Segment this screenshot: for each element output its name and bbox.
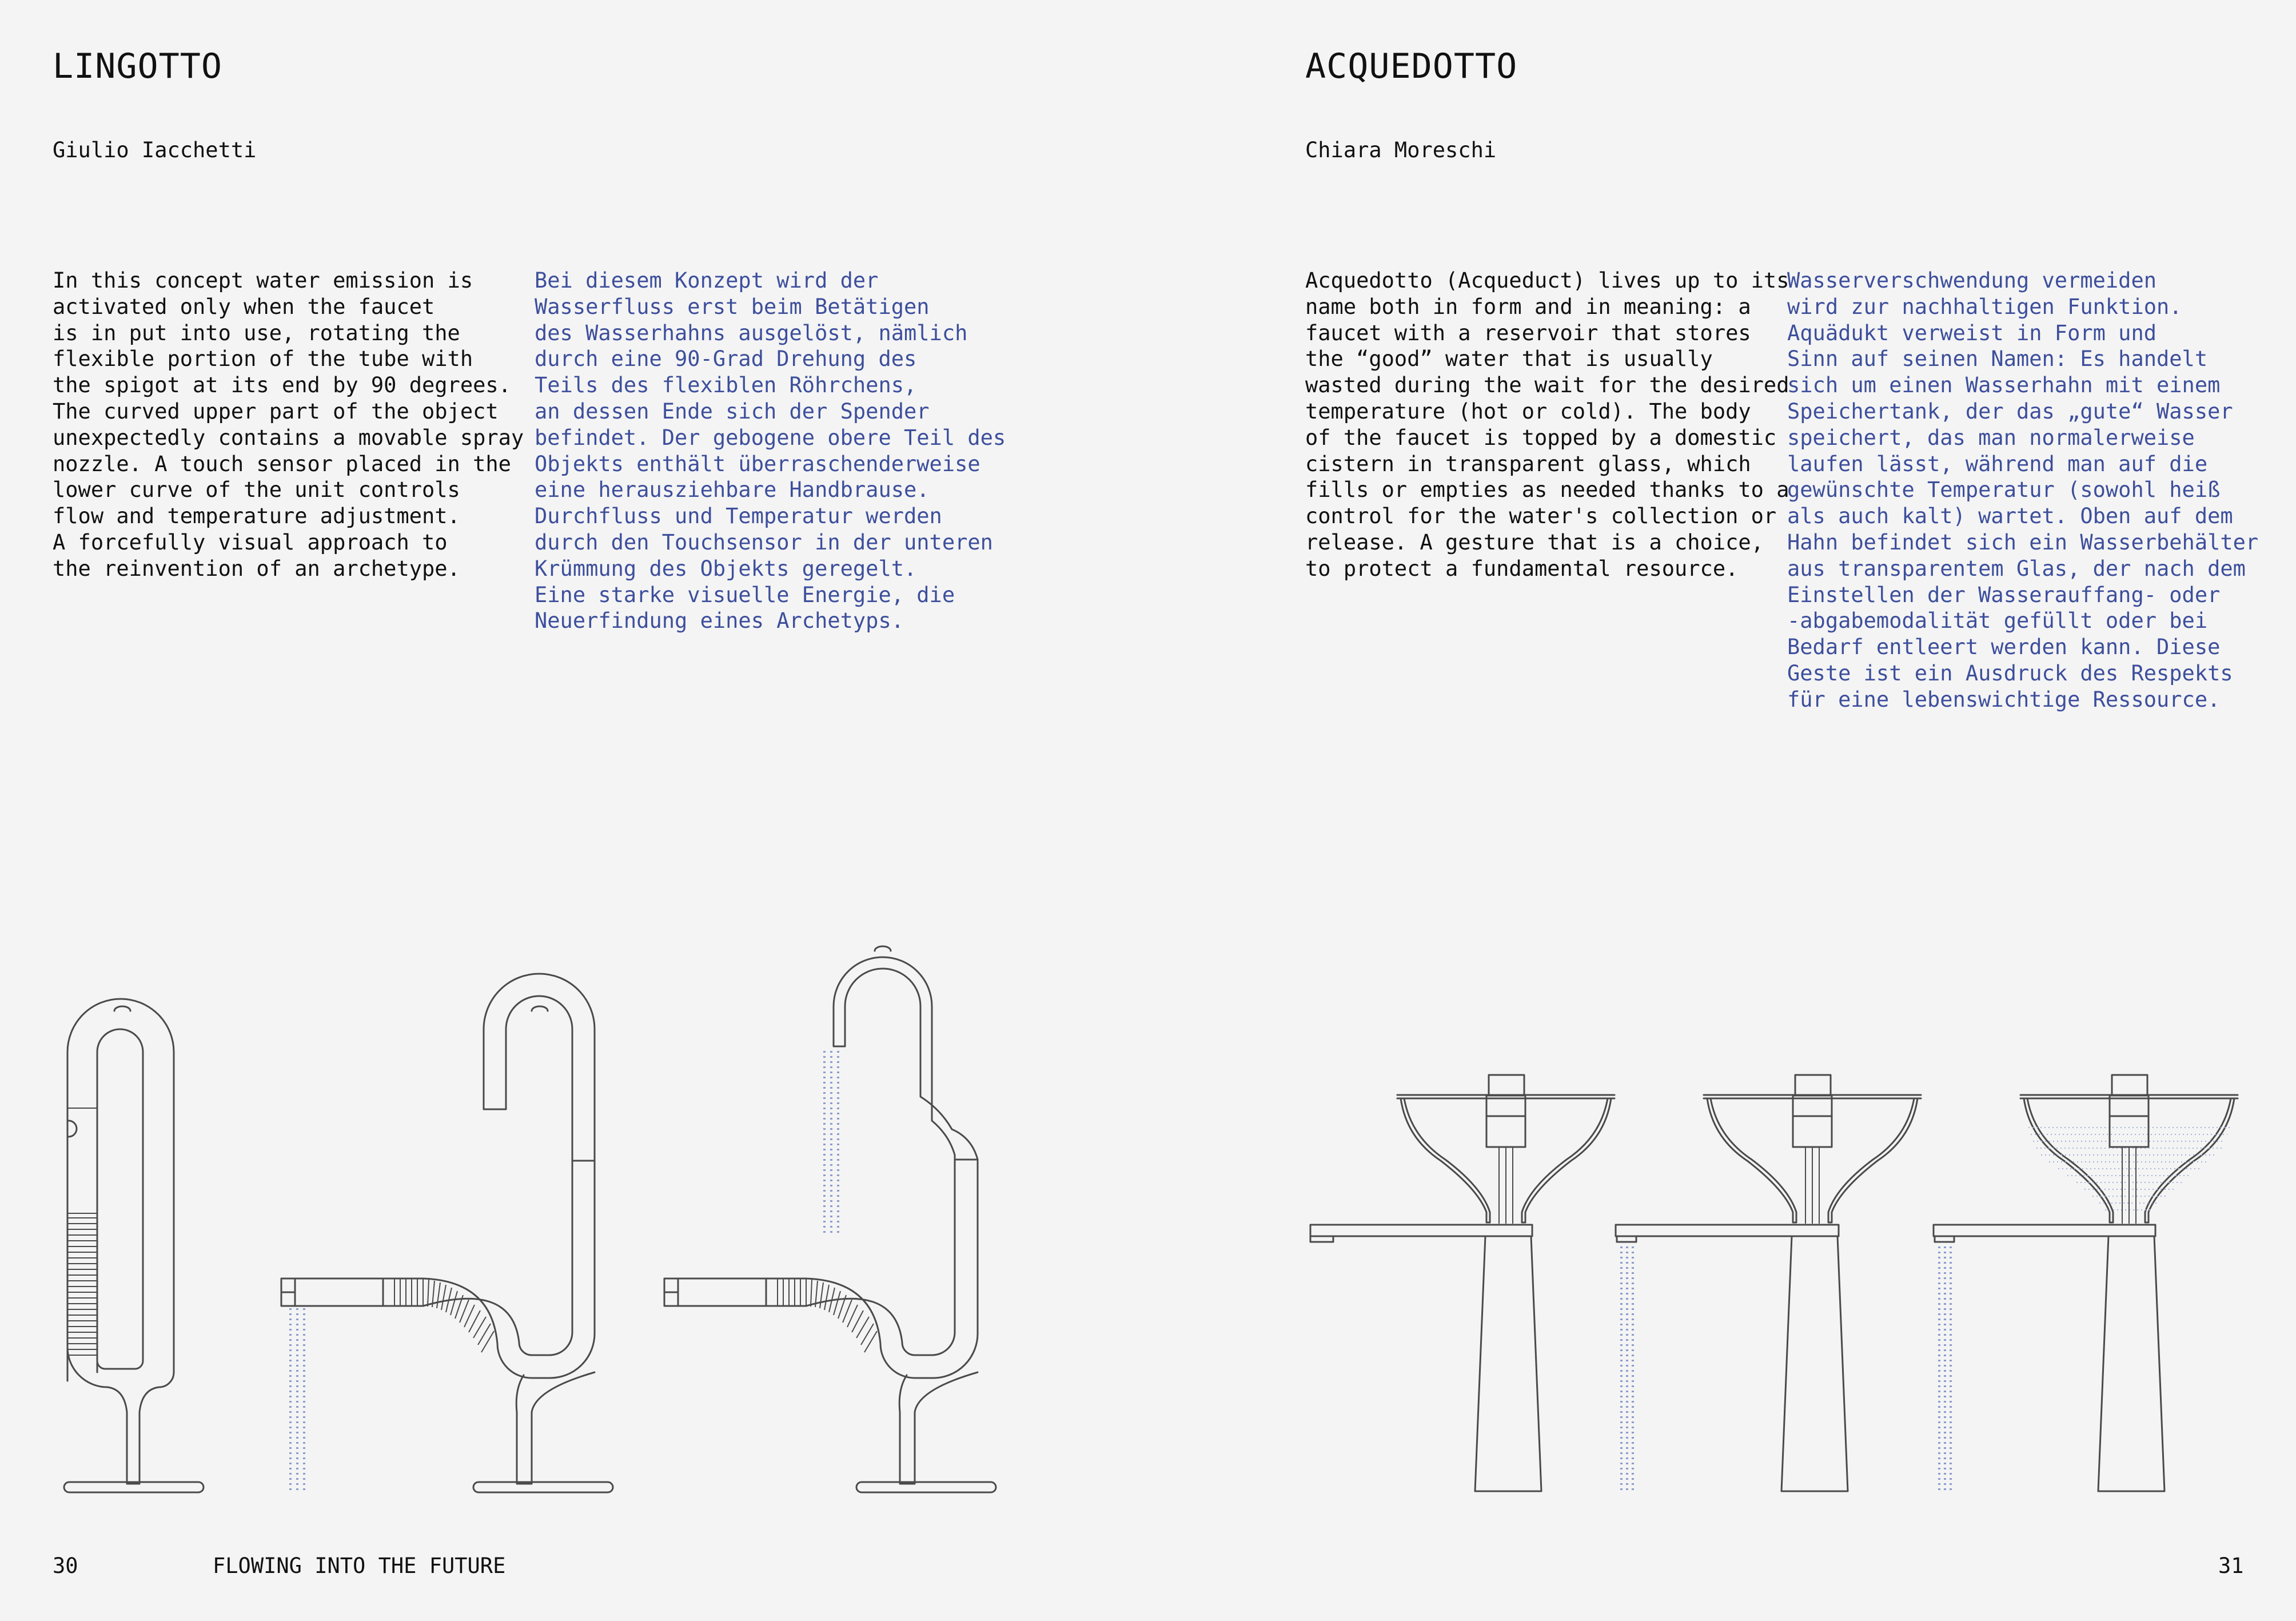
lingotto-faucet-closed [64, 999, 204, 1492]
left-page-number: 30 [53, 1554, 78, 1578]
lingotto-faucet-open [281, 974, 613, 1492]
right-text-german: Wasserverschwendung vermeiden wird zur nachhaltigen Funktion. Aquädukt verweist in Form und Sinn auf seinen Namen: Es handelt sich um einen Wasserhahn mit einem Speichertank, der das „gute“ Wasser speichert, das man normalerweise laufen lässt, während man auf die gewünschte Temperatur (sowohl heiß als auch kalt) wartet. Oben auf dem Hahn befindet sich ein Wasserbehälter aus transparentem Glas, der nach dem Einstellen der Wasserauffang- oder -abgabemodalität gefüllt oder bei Bedarf entleert werden kann. Diese Geste ist ein Ausdruck des Respekts für eine lebenswichtige Ressource. [1787, 268, 2259, 712]
acquedotto-faucet-filled [1934, 1075, 2238, 1491]
left-title: LINGOTTO [53, 46, 222, 86]
left-text-english: In this concept water emission is activated only when the faucet is in put into use, rotating the flexible portion of the tube with the spigot at its end by 90 degrees. The curved upper part of the object unexpectedly contains a movable spray nozzle. A touch sensor placed in the lower curve of the unit controls flow and temperature adjustment. A forcefully visual approach to the reinvention of an archetype. [53, 268, 524, 581]
right-page-number: 31 [2218, 1554, 2244, 1578]
running-title: FLOWING INTO THE FUTURE [213, 1554, 506, 1578]
right-title: ACQUEDOTTO [1305, 46, 1518, 86]
left-author: Giulio Iacchetti [53, 138, 257, 162]
acquedotto-faucet-drawings [1143, 0, 2296, 1621]
lingotto-faucet-spray [664, 946, 996, 1492]
right-text-english: Acquedotto (Acqueduct) lives up to its name both in form and in meaning: a faucet with a reservoir that stores the “good” water that is usually wasted during the wait for the desired temperature (hot or cold). The body of the faucet is topped by a domestic cistern in transparent glass, which fills or empties as needed thanks to a control for the water's collection or release. A gesture that is a choice, to protect a fundamental resource. [1305, 268, 1789, 581]
acquedotto-faucet-draining [1616, 1075, 1921, 1491]
lingotto-faucet-drawings [0, 0, 1143, 1621]
right-author: Chiara Moreschi [1305, 138, 1497, 162]
acquedotto-faucet-empty [1310, 1075, 1615, 1491]
left-text-german: Bei diesem Konzept wird der Wasserfluss erst beim Betätigen des Wasserhahns ausgelöst, nämlich durch eine 90-Grad Drehung des Teils des flexiblen Röhrchens, an dessen Ende sich der Spender befindet. Der gebogene obere Teil des Objekts enthält überraschenderweise eine herausziehbare Handbrause. Durchfluss und Temperatur werden durch den Touchsensor in der unteren Krümmung des Objekts geregelt. Eine starke visuelle Energie, die Neuerfindung eines Archetyps. [535, 268, 1006, 634]
